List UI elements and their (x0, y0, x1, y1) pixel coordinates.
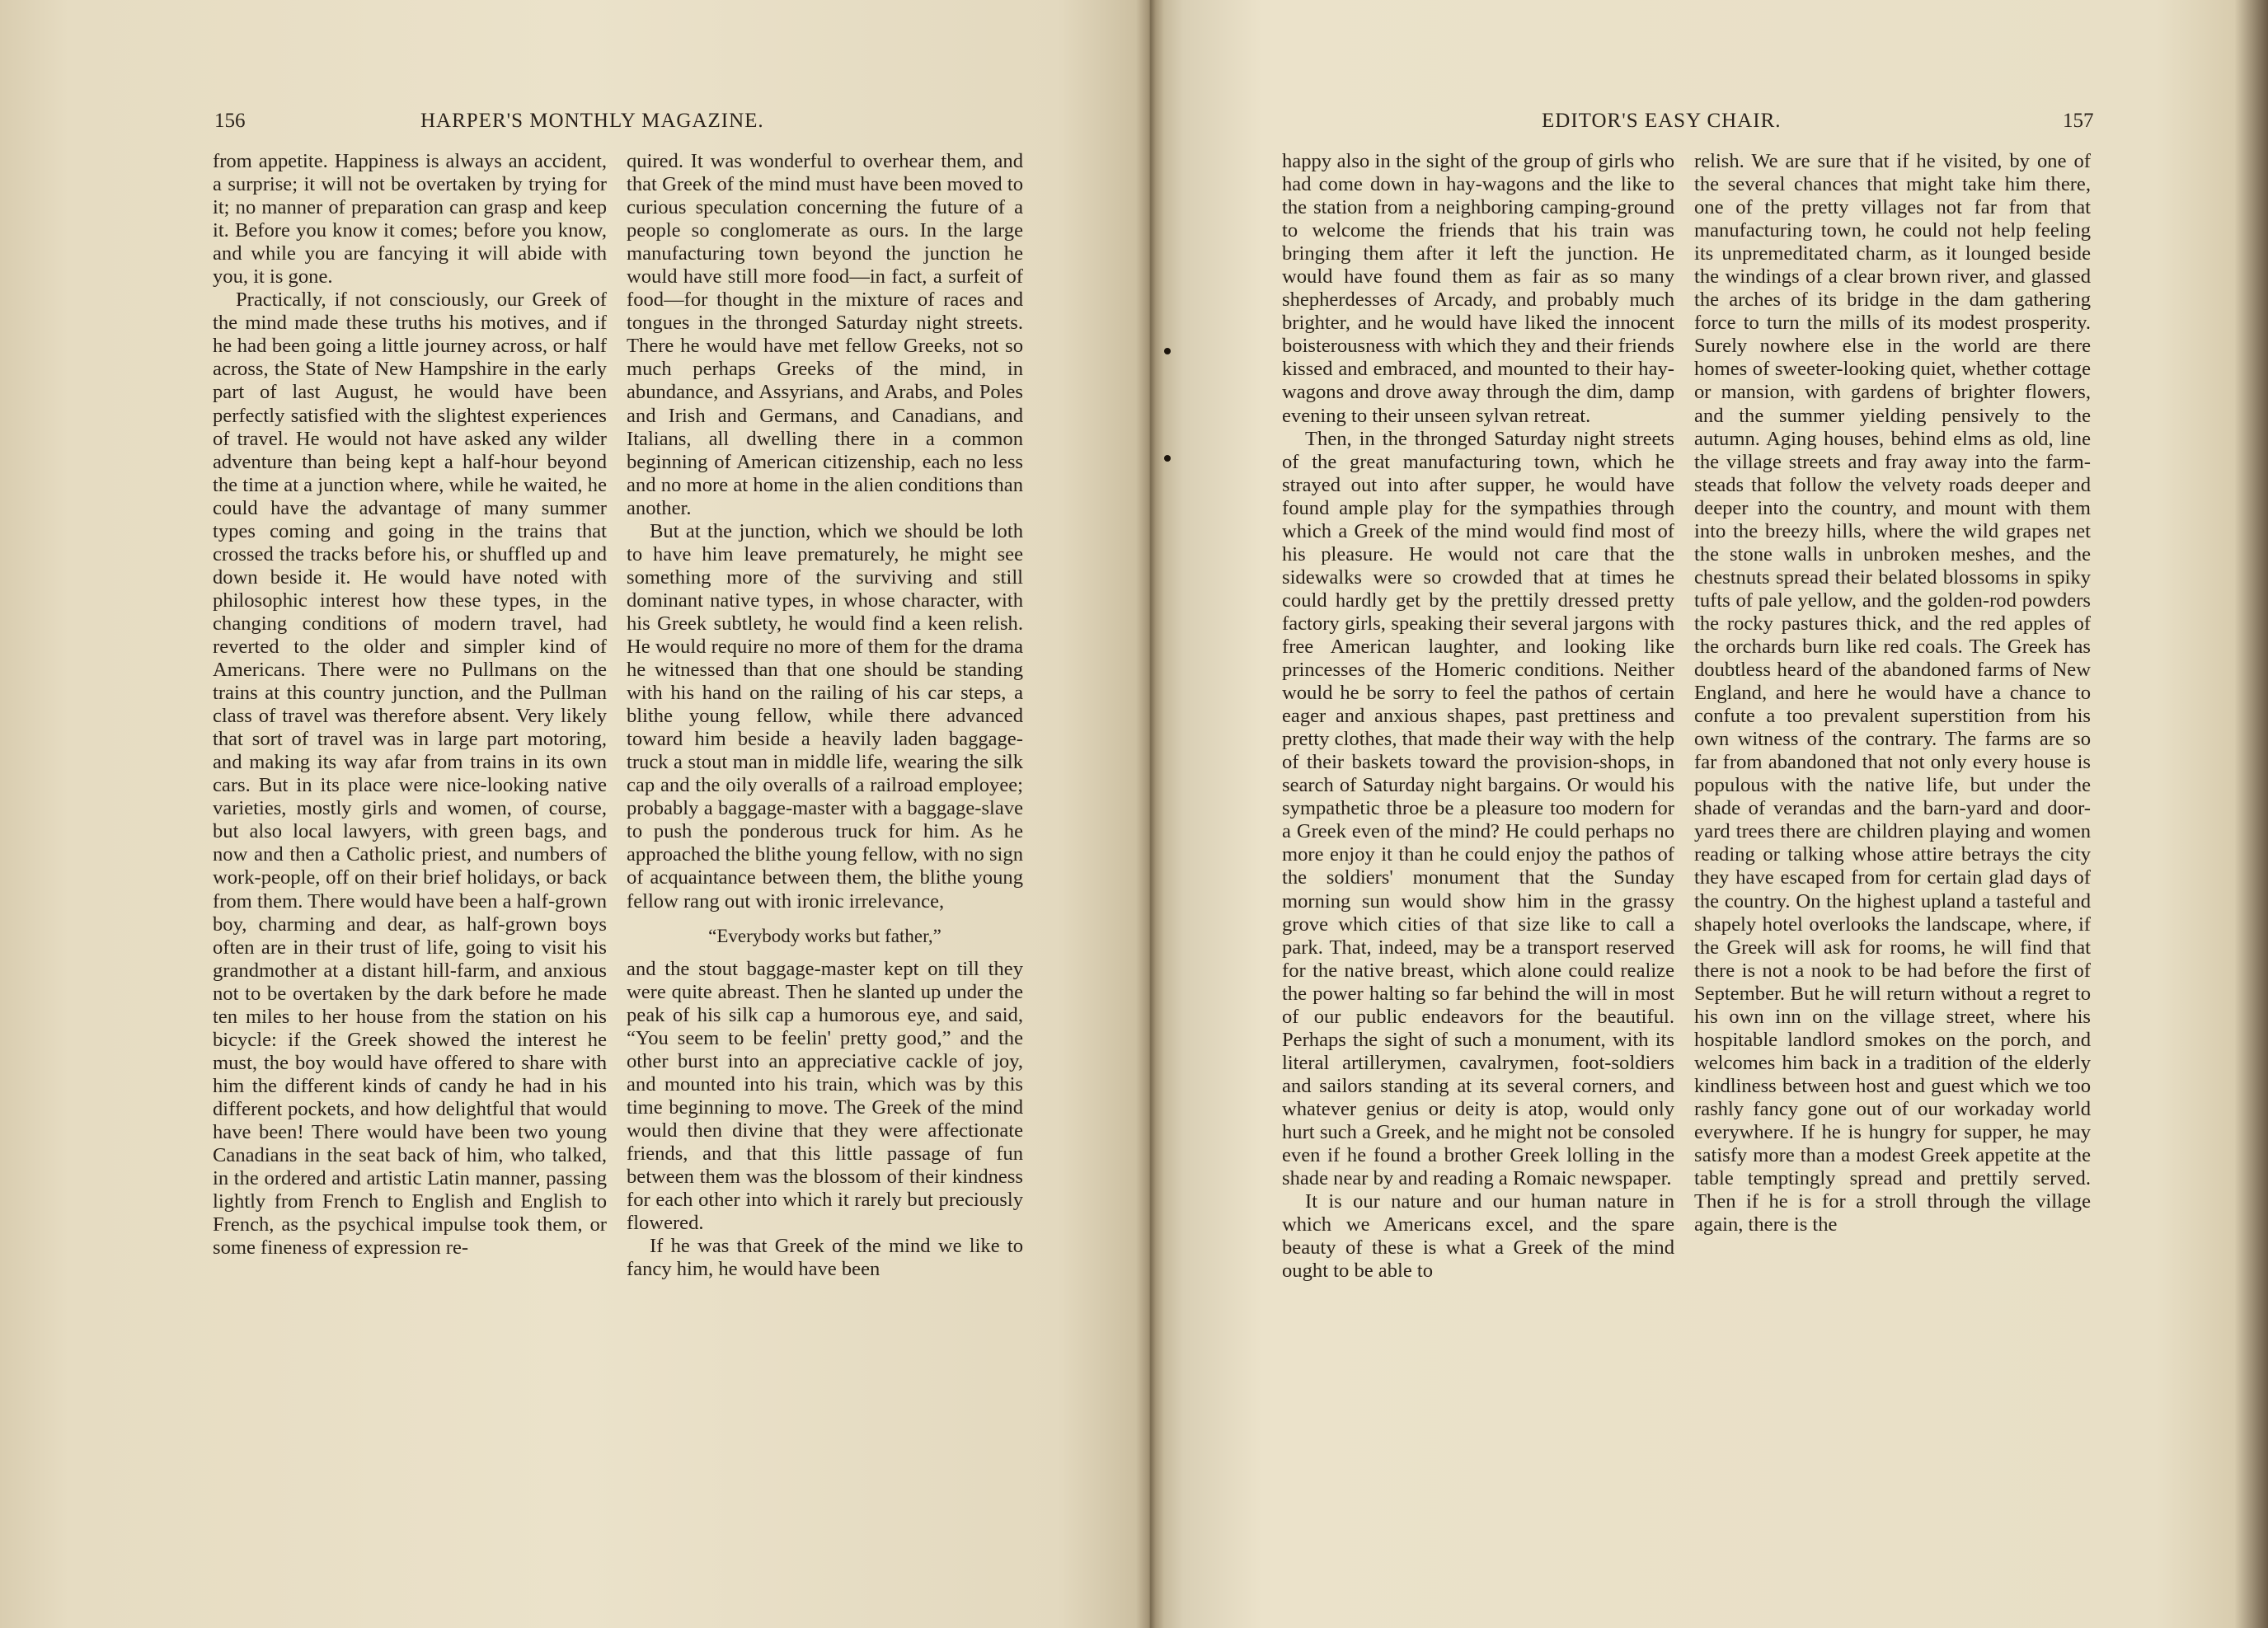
running-head-right: EDITOR'S EASY CHAIR. (1542, 110, 1782, 132)
quotation: “Everybody works but father,” (708, 925, 941, 946)
book-gutter (1136, 0, 1164, 1628)
paragraph: It is our nature and our human nature in which we Americans excel, and the spare beauty of these is what a Greek of the mind ought to be able to (1282, 1190, 1674, 1283)
right-column-2 (1694, 150, 2091, 1236)
left-column-2 (627, 150, 1023, 1281)
paragraph: quired. It was wonderful to overhear them, and that Greek of the mind must have been moved to curious speculation concerning the future of a people so conglomerate as ours. In the large manufacturing town beyond the junction he would have still more food—in fact, a surfeit of food—for thought in the mixture of races and tongues in the thronged Saturday night streets. There he would have met fellow Greeks, not so much perhaps Greeks of the mind, in abundance, and Assyrians, and Arabs, and Poles and Irish and Germans, and Canadians, and Italians, all dwelling there in a common beginning of American citizenship, each no less and no more at home in the alien conditions than another. (627, 150, 1023, 519)
stitch-mark (1164, 455, 1171, 462)
paragraph: from appetite. Happiness is always an accident, a surprise; it will not be overtaken by trying for it; no manner of preparation can grasp and keep it. Before you know it comes; before you know, and while you are fancying it will abide with you, it is gone. (213, 150, 607, 289)
paragraph: But at the junction, which we should be loth to have him leave prematurely, he might see something more of the surviving and still dominant native types, in whose character, with his Greek subtlety, he would find a keen relish. He would require no more of them for the drama he witnessed than that one should be standing with his hand on the railing of his car steps, a blithe young fellow, while there advanced toward him beside a heavily laden baggage-truck a stout man in middle life, wearing the silk cap and the oily overalls of a railroad employee; probably a baggage-master with a baggage-slave to push the ponderous truck for him. As he approached the blithe young fellow, with no sign of acquaintance between them, the blithe young fellow rang out with ironic irrelevance, (627, 519, 1023, 913)
paragraph: relish. We are sure that if he visited, by one of the several chances that might take him there, one of the pretty villages not far from that manufacturing town, he could not help feeling its unpremeditated charm, as it lounged beside the windings of a clear brown river, and glassed the arches of its bridge in the dam gathering force to turn the mills of its modest prosperity. Surely nowhere else in the world are there homes of sweeter-looking quiet, whether cottage or mansion, with gardens of brighter flowers, and the summer yielding pensively to the autumn. Aging houses, behind elms as old, line the village streets and fray away into the farm-steads that follow the velvety roads deeper and deeper into the country, and mount with them into the breezy hills, where the wild grapes net the stone walls in unbroken meshes, and the chestnuts spread their belated blossoms in spiky tufts of pale yellow, and the golden-rod powders the rocky pastures thick, and the red apples of the orchards burn like red coals. The Greek has doubtless heard of the abandoned farms of New England, and here he would have a chance to confute a too prevalent superstition from his own witness of the contrary. The farms are so far from abandoned that not only every house is populous with the native life, but under the shade of verandas and the barn-yard and door-yard trees there are children playing and women reading or talking whose attire betrays the city they have escaped from for certain glad days of the country. On the highest upland a tasteful and shapely hotel overlooks the landscape, where, if the Greek will ask for rooms, he will find that there is not a nook to be had before the first of September. But he will return without a regret to his own inn on the village street, where his hospitable landlord smokes on the porch, and welcomes him back in a tradition of the elderly kindliness between host and guest which we too rashly fancy gone out of our workaday world everywhere. If he is hungry for supper, he may satisfy more than a modest Greek appetite at the table temptingly spread and prettily served. Then if he is for a stroll through the village again, there is the (1694, 150, 2091, 1236)
paragraph: and the stout baggage-master kept on till they were quite abreast. Then he slanted up under the peak of his silk cap a humorous eye, and said, “You seem to be feelin' pretty good,” and the other burst into an appreciative cackle of joy, and mounted into his train, which was by this time beginning to move. The Greek of the mind would then divine that they were affectionate friends, and that this little passage of fun between them was the blossom of their kindness for each other into which it rarely but preciously flowered. (627, 957, 1023, 1235)
right-column-1 (1282, 150, 1674, 1283)
paragraph: Then, in the thronged Saturday night streets of the great manufacturing town, which he strayed out into after supper, he would have found ample play for the sympathies through which a Greek of the mind would find most of his pleasure. He would not care that the sidewalks were so crowded that at times he could hardly get by the prettily dressed pretty factory girls, speaking their several jargons with free American laughter, and looking like princesses of the Homeric conditions. Neither would he be sorry to feel the pathos of certain eager and anxious shapes, past prettiness and pretty clothes, that made their way with the help of their baskets toward the provision-shops, in search of Saturday night bargains. Or would his sympathetic throe be a pleasure too modern for a Greek even of the mind? He could perhaps no more enjoy it than he could enjoy the pathos of the soldiers' monument that the Sunday morning sun would show him in the grassy grove which cities of that size like to call a park. That, indeed, may be a transport reserved for the native breast, which alone could realize the power halting so far behind the will in most of our public endeavors for the beautiful. Perhaps the sight of such a monument, with its literal artillerymen, cavalrymen, foot-soldiers and sailors standing at its several corners, and whatever genius or deity is atop, would only hurt such a Greek, and he might not be consoled even if he found a brother Greek lolling in the shade near by and reading a Romaic newspaper. (1282, 427, 1674, 1190)
running-head-left: HARPER'S MONTHLY MAGAZINE. (420, 110, 764, 132)
right-page (1150, 0, 2268, 1628)
left-column-1 (213, 150, 607, 1260)
paragraph: If he was that Greek of the mind we like to fancy him, he would have been (627, 1235, 1023, 1281)
page-number-right: 157 (2063, 110, 2094, 132)
paragraph: happy also in the sight of the group of girls who had come down in hay-wagons and the like to the station from a neighboring camping-ground to welcome the friends that his train was bringing them after it left the junction. He would have found them as fair as so many shepherdesses of Arcady, and probably much brighter, and he would have liked the innocent boisterousness with which they and their friends kissed and embraced, and mounted to their hay-wagons and drove away through the dim, damp evening to their unseen sylvan retreat. (1282, 150, 1674, 427)
paragraph: Practically, if not consciously, our Greek of the mind made these truths his motives, and if he had been going a little journey across, or half across, the State of New Hampshire in the early part of last August, he would have been perfectly satisfied with the slightest experiences of travel. He would not have asked any wilder adventure than being kept a half-hour beyond the time at a junction where, while he waited, he could have the advantage of many summer types coming and going in the trains that crossed the tracks before his, or shuffled up and down beside it. He would have noted with philosophic interest how these types, in the changing conditions of modern travel, had reverted to the older and simpler kind of Americans. There were no Pullmans on the trains at this country junction, and the Pullman class of travel was therefore absent. Very likely that sort of travel was in large part motoring, and making its way afar from trains in its own cars. But in its place were nice-looking native varieties, mostly girls and women, of course, but also local lawyers, with green bags, and now and then a Catholic priest, and numbers of work-people, off on their brief holidays, or back from them. There would have been a half-grown boy, charming and dear, as half-grown boys often are in their trust of life, going to visit his grandmother at a distant hill-farm, and anxious not to be overtaken by the dark before he made ten miles to her house from the station on his bicycle: if the Greek showed the interest he must, the boy would have offered to share with him the different kinds of candy he had in his different pockets, and how delightful that would have been! There would have been two young Canadians in the seat back of him, who talked, in the ordered and artistic Latin manner, passing lightly from French to English and English to French, as the psychical impulse took them, or some fineness of expression re- (213, 289, 607, 1260)
page-number-left: 156 (214, 110, 246, 132)
stitch-mark (1164, 348, 1171, 354)
